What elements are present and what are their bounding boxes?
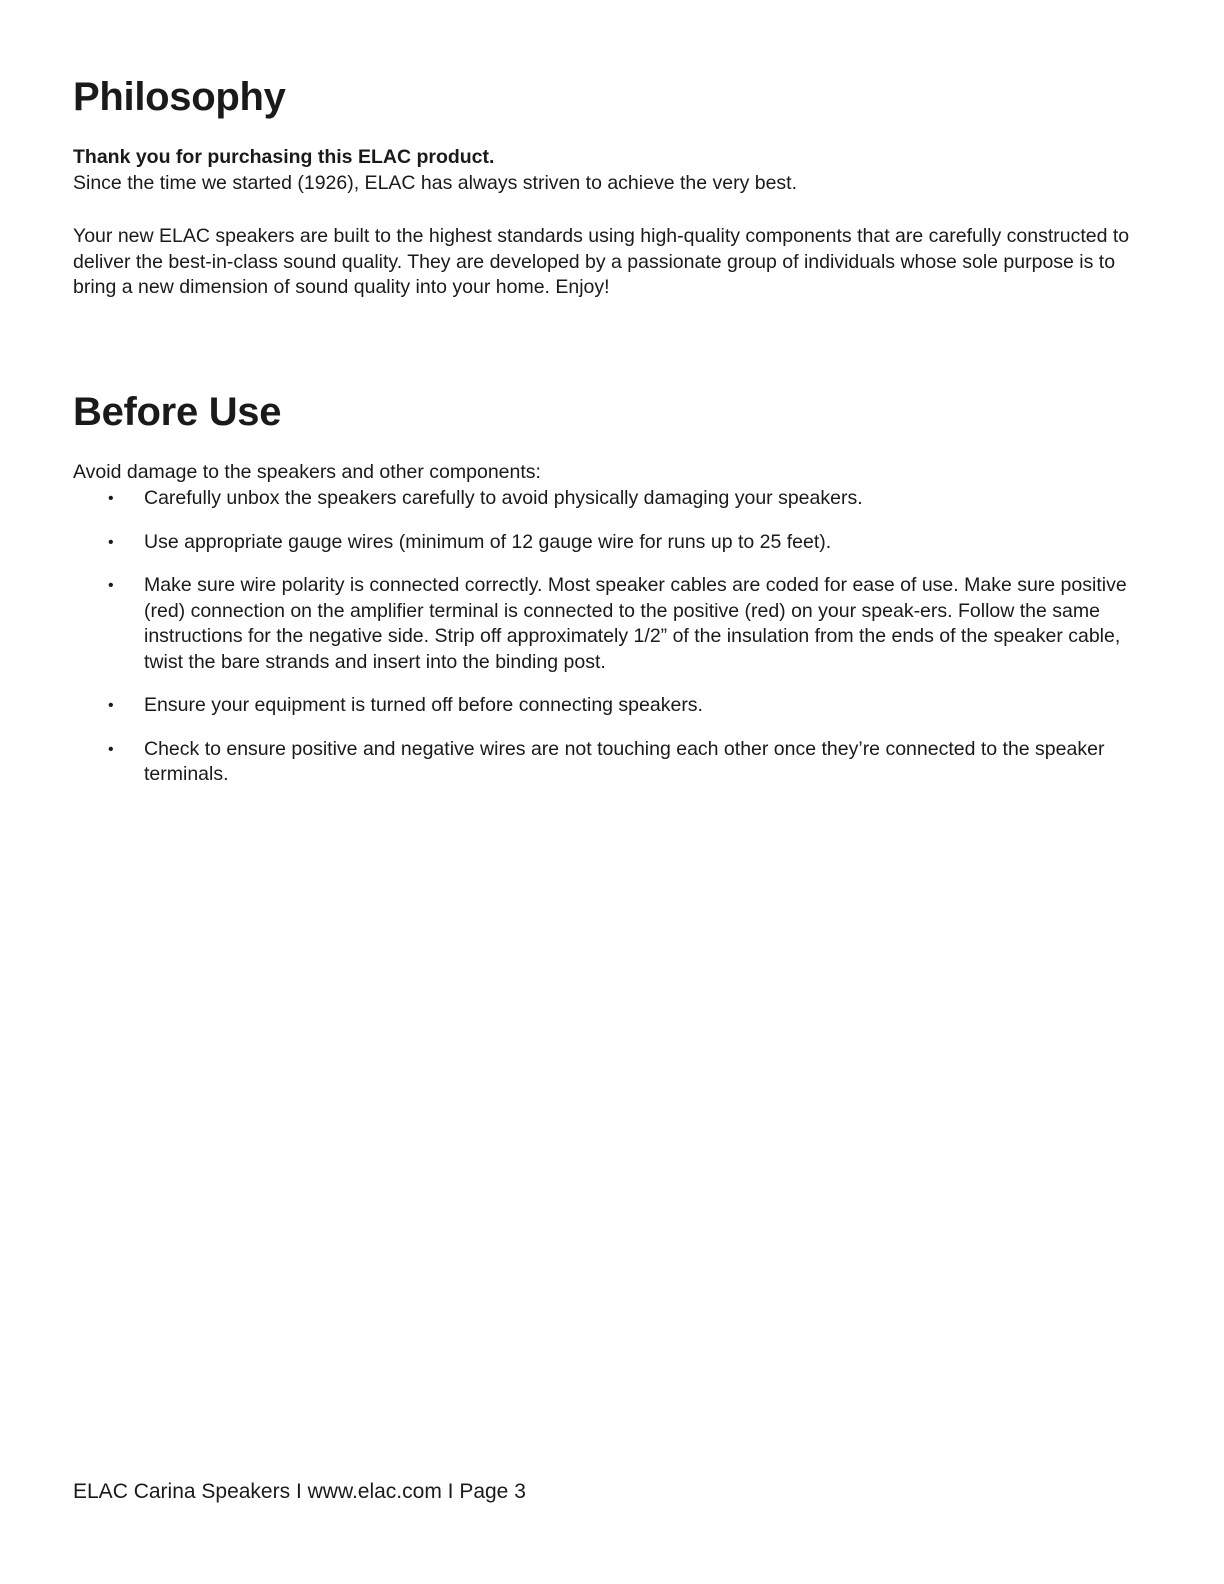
philosophy-paragraph: Your new ELAC speakers are built to the highest standards using high-quality components that are carefully constructed to deliver the best-in-class sound quality. They are developed by a passionate group of individuals whose sole purpose is to bring a new dimension of sound quality into your home. Enjoy! [73,225,1130,298]
list-item [73,693,1133,719]
before-use-intro: Avoid damage to the speakers and other components: [73,461,541,483]
bullet-icon: • [108,740,114,758]
list-item [73,737,1133,788]
before-use-list [73,486,1133,806]
list-item [73,530,1133,556]
bullet-icon: • [108,533,114,551]
list-item-text: Check to ensure positive and negative wires are not touching each other once they’re connected to the speaker terminals. [144,737,1105,785]
philosophy-heading: Philosophy [73,75,286,119]
bullet-icon: • [108,577,114,594]
list-item-text: Ensure your equipment is turned off before connecting speakers. [144,694,703,716]
thank-you-line: Thank you for purchasing this ELAC product. [73,146,495,168]
bullet-icon: • [108,490,114,507]
list-item-text: Carefully unbox the speakers carefully to avoid physically damaging your speakers. [144,487,863,509]
since-line: Since the time we started (1926), ELAC has always striven to achieve the very best. [73,172,798,194]
bullet-icon: • [108,697,114,714]
list-item-text: Use appropriate gauge wires (minimum of 12 gauge wire for runs up to 25 feet). [144,530,832,553]
before-use-heading: Before Use [73,390,282,434]
list-item-text: Make sure wire polarity is connected correctly. Most speaker cables are coded for ease of use. Make sure positive (red) connection on the amplifier terminal is connected to the positive (red) on your speak-ers. Follow the same instructions for the negative side. Strip off approximately 1/2” of the insulation from the ends of the speaker cable, twist the bare strands and insert into the binding post. [144,574,1127,673]
page-footer: ELAC Carina Speakers I www.elac.com I Page 3 [73,1480,526,1503]
list-item [73,573,1133,675]
list-item [73,486,1133,512]
